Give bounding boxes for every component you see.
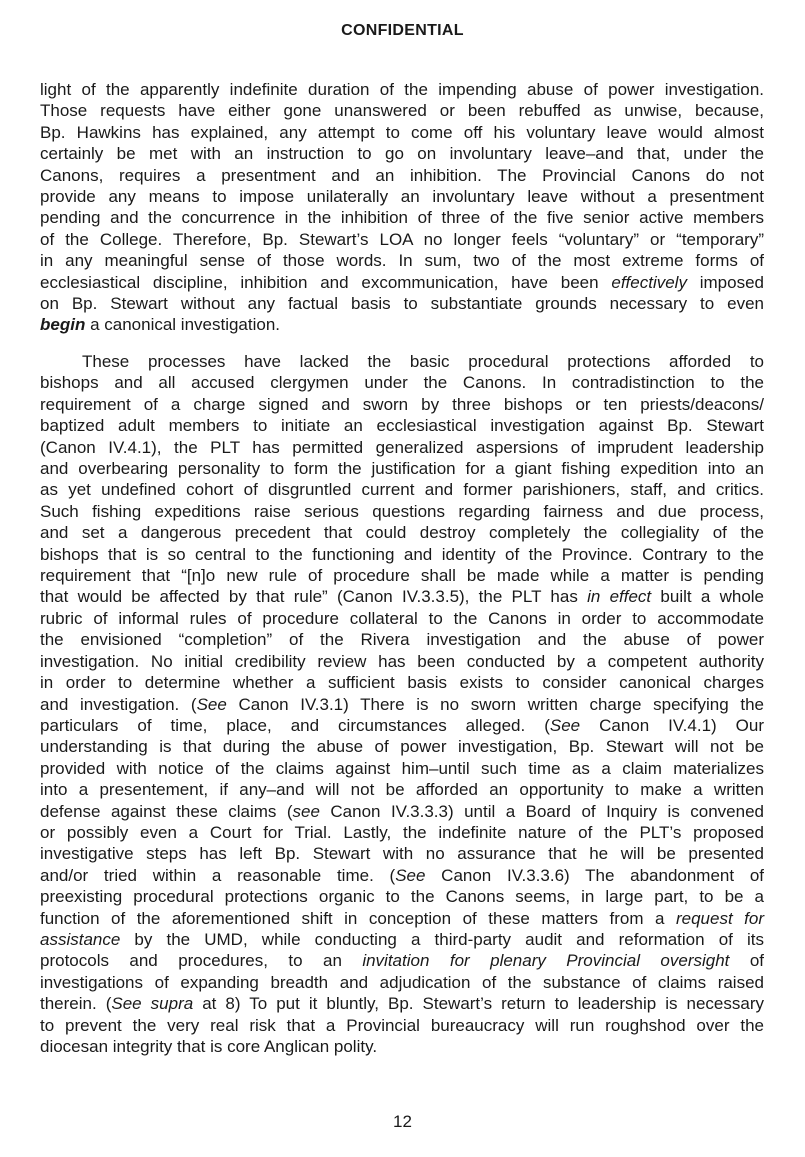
text-line: diocesan integrity that is core Anglican polity. — [40, 1037, 378, 1056]
paragraph-2 — [40, 351, 764, 1057]
text-line: and overbearing personality to form the justification for a giant fishing expedition into an — [40, 459, 764, 479]
text-line: investigation. No initial credibility review has been conducted by a competent authority — [40, 651, 764, 671]
text-line: and set a dangerous precedent that could destroy completely the collegiality of the — [40, 523, 764, 543]
text-line: Bp. Hawkins has explained, any attempt to come off his voluntary leave would almost — [40, 122, 764, 142]
text-line: requirement that “[n]o new rule of procedure shall be made while a matter is pending — [40, 566, 764, 586]
text-line: These processes have lacked the basic procedural protections afforded to — [82, 352, 764, 371]
paragraph-1 — [40, 79, 764, 336]
text-line: of the College. Therefore, Bp. Stewart’s LOA no longer feels “voluntary” or “temporary” — [40, 229, 764, 249]
text-line: assistance by the UMD, while conducting a third-party audit and reformation of its — [40, 929, 764, 949]
text-line: ecclesiastical discipline, inhibition and excommunication, have been effectively imposed — [40, 272, 764, 292]
text-line: rubric of informal rules of procedure collateral to the Canons in order to accommodate — [40, 608, 764, 628]
text-line: (Canon IV.4.1), the PLT has permitted generalized aspersions of imprudent leadership — [40, 437, 764, 457]
text-line: and/or tried within a reasonable time. (See Canon IV.3.3.6) The abandonment of — [40, 865, 765, 885]
text-line: provided with notice of the claims against him–until such time as a claim materializes — [40, 758, 764, 778]
text-line: bishops that is so central to the functioning and identity of the Province. Contrary to the — [40, 544, 764, 564]
text-line: begin a canonical investigation. — [40, 315, 281, 335]
text-line: defense against these claims (see Canon IV.3.3.3) until a Board of Inquiry is convened — [40, 801, 764, 821]
text-line: pending and the concurrence in the inhibition of three of the five senior active members — [40, 208, 764, 228]
text-line: Those requests have either gone unanswered or been rebuffed as unwise, because, — [40, 101, 764, 121]
text-line: Canons, requires a presentment and an inhibition. The Provincial Canons do not — [40, 165, 764, 185]
text-line: preexisting procedural protections organic to the Canons seems, in large part, to be a — [40, 887, 764, 907]
text-line: requirement of a charge signed and sworn by three bishops or ten priests/deacons/ — [40, 394, 764, 414]
text-line: to prevent the very real risk that a Provincial bureaucracy will run roughshod over the — [40, 1015, 764, 1035]
text-line: function of the aforementioned shift in conception of these matters from a request for — [40, 908, 765, 928]
text-line: into a presentement, if any–and will not be afforded an opportunity to make a written — [40, 780, 764, 800]
text-line: Such fishing expeditions raise serious questions regarding fairness and due process, — [40, 501, 764, 521]
text-line: the envisioned “completion” of the Rivera investigation and the abuse of power — [40, 630, 764, 650]
text-line: baptized adult members to initiate an ecclesiastical investigation against Bp. Stewart — [40, 416, 764, 436]
text-line: particulars of time, place, and circumstances alleged. (See Canon IV.4.1) Our — [40, 715, 764, 735]
text-line: in any meaningful sense of those words. In sum, two of the most extreme forms of — [40, 251, 764, 271]
text-line: certainly be met with an instruction to go on involuntary leave–and that, under the — [40, 144, 764, 164]
text-line: in order to determine whether a sufficient basis exists to consider canonical charges — [40, 673, 764, 693]
text-line: on Bp. Stewart without any factual basis to substantiate grounds necessary to even — [40, 294, 764, 314]
text-line: protocols and procedures, to an invitation for plenary Provincial oversight of — [40, 951, 764, 971]
text-line: light of the apparently indefinite duration of the impending abuse of power investigation. — [40, 80, 764, 99]
text-line: that would be affected by that rule” (Canon IV.3.3.5), the PLT has in effect built a whole — [40, 587, 764, 607]
text-line: therein. (See supra at 8) To put it bluntly, Bp. Stewart’s return to leadership is necessary — [40, 994, 765, 1014]
text-line: investigative steps has left Bp. Stewart with no assurance that he will be presented — [40, 844, 764, 864]
confidential-header: CONFIDENTIAL — [341, 22, 464, 39]
text-line: as yet undefined cohort of disgruntled current and former parishioners, staff, and critics. — [40, 480, 764, 500]
text-line: provide any means to impose unilaterally an involuntary leave without a presentment — [40, 187, 764, 207]
text-line: understanding is that during the abuse of power investigation, Bp. Stewart will not be — [40, 737, 764, 757]
text-line: and investigation. (See Canon IV.3.1) There is no sworn written charge specifying the — [40, 694, 765, 714]
text-line: or possibly even a Court for Trial. Lastly, the indefinite nature of the PLT’s proposed — [40, 822, 764, 842]
text-line: bishops and all accused clergymen under the Canons. In contradistinction to the — [40, 373, 764, 393]
text-line: investigations of expanding breadth and adjudication of the substance of claims raised — [40, 972, 764, 992]
page-number: 12 — [393, 1112, 412, 1131]
